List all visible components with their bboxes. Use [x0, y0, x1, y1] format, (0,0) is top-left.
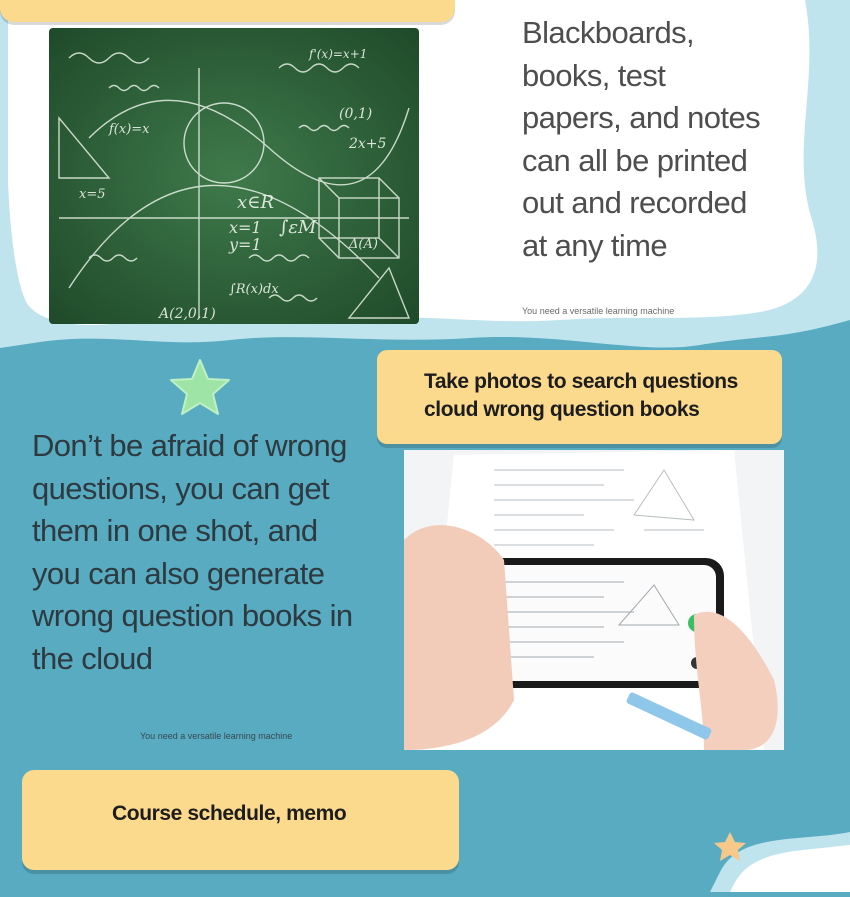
phone-scan-image: [404, 450, 784, 750]
top-subtext: You need a versatile learning machine: [522, 306, 675, 316]
middle-tab-label: Take photos to search questions cloud wrong question books: [424, 370, 738, 421]
corner-card: [660, 812, 850, 892]
svg-text:y=1: y=1: [229, 235, 262, 254]
middle-heading: Don’t be afraid of wrong questions, you can get them in one shot, and you can also generate wrong question books in the cloud: [32, 428, 353, 676]
svg-text:x=1: x=1: [229, 218, 262, 237]
top-heading: Blackboards, books, test papers, and notes can all be printed out and recorded at any time: [522, 15, 760, 263]
svg-text:A(2,0,1): A(2,0,1): [159, 306, 216, 322]
star-icon: [168, 357, 232, 422]
svg-text:∫εM: ∫εM: [279, 217, 317, 238]
svg-text:2x+5: 2x+5: [349, 136, 387, 152]
svg-text:f(x)=x: f(x)=x: [109, 122, 150, 137]
svg-text:f'(x)=x+1: f'(x)=x+1: [309, 47, 368, 61]
blackboard-image: [49, 28, 419, 324]
svg-text:∫R(x)dx: ∫R(x)dx: [229, 282, 279, 297]
svg-text:x∈R: x∈R: [237, 192, 275, 213]
svg-text:(0,1): (0,1): [339, 106, 373, 122]
middle-subtext: You need a versatile learning machine: [140, 731, 293, 741]
svg-text:Δ(A): Δ(A): [349, 237, 378, 252]
top-tab: [0, 0, 455, 22]
svg-text:x=5: x=5: [79, 187, 106, 202]
bottom-tab-label: Course schedule, memo: [112, 802, 347, 825]
